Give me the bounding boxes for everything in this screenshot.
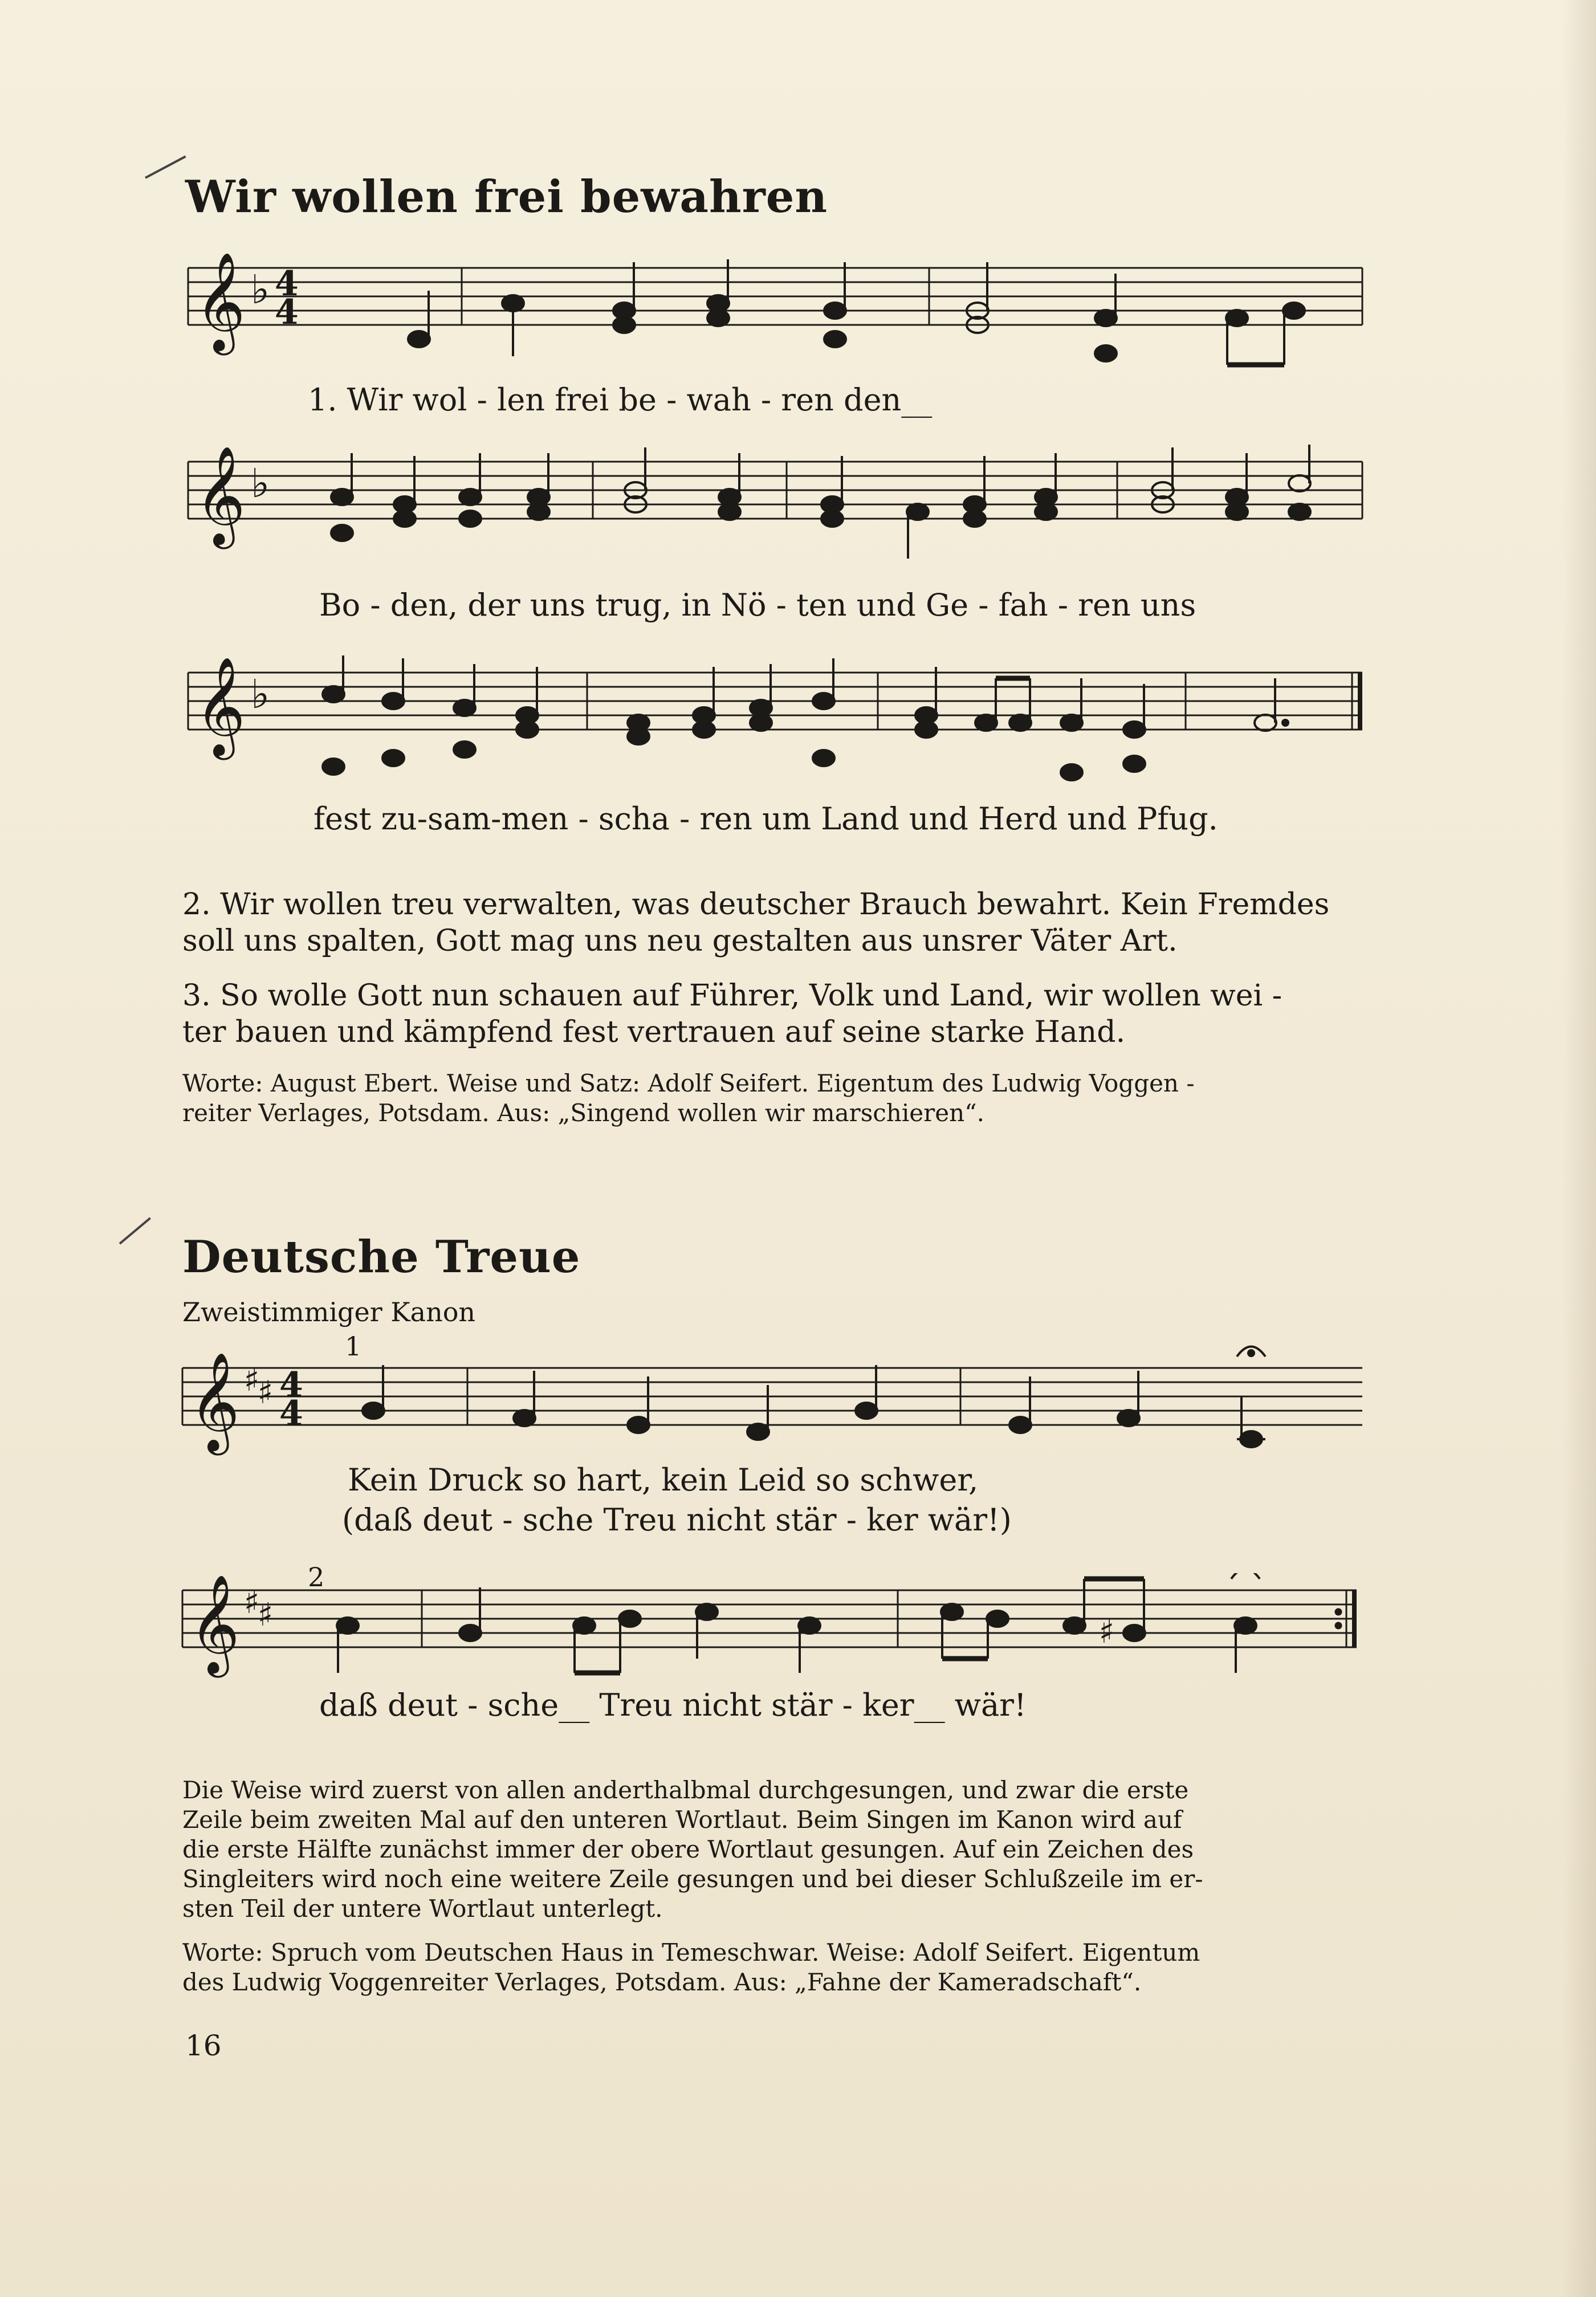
note-line: Zeile beim zweiten Mal auf den unteren Wortlaut. Beim Singen im Kanon wird auf	[182, 1806, 1182, 1834]
credits-line: Worte: Spruch vom Deutschen Haus in Temeschwar. Weise: Adolf Seifert. Eigentum	[182, 1938, 1200, 1966]
verse-line: 3. So wolle Gott nun schauen auf Führer, Volk und Land, wir wollen wei -	[182, 979, 1282, 1013]
song-title: Deutsche Treue	[182, 1231, 581, 1283]
credits-line: des Ludwig Voggenreiter Verlages, Potsdam. Aus: „Fahne der Kameradschaft“.	[182, 1968, 1142, 1996]
canon-entry-mark: 2	[308, 1562, 325, 1593]
svg-text:♭: ♭	[251, 266, 270, 313]
lyrics-line: Bo - den, der uns trug, in Nö - ten und Ge - fah - ren uns	[319, 587, 1196, 623]
svg-text:♯: ♯	[244, 1362, 260, 1399]
music-staff	[182, 655, 1368, 798]
svg-text:♭: ♭	[251, 671, 270, 718]
lyrics-line: 1. Wir wol - len frei be - wah - ren den__	[308, 382, 933, 418]
svg-text:𝄞: 𝄞	[195, 252, 246, 351]
credits-line: reiter Verlages, Potsdam. Aus: „Singend wollen wir marschieren“.	[182, 1099, 984, 1127]
pencil-mark	[145, 156, 186, 179]
svg-text:♯: ♯	[244, 1584, 260, 1621]
svg-text:4: 4	[279, 1365, 303, 1405]
performance-note	[182, 1775, 1465, 1924]
credits	[182, 1938, 1465, 1997]
music-staff	[182, 445, 1368, 587]
svg-text:4: 4	[275, 292, 299, 332]
page-number: 16	[185, 2029, 222, 2062]
music-staff	[177, 1334, 1368, 1476]
svg-text:𝄞: 𝄞	[189, 1352, 240, 1451]
svg-text:4: 4	[275, 264, 299, 304]
svg-text:4: 4	[279, 1394, 303, 1433]
lyrics-line: daß deut - sche__ Treu nicht stär - ker__ wär!	[319, 1687, 1027, 1723]
note-line: sten Teil der untere Wortlaut unterlegt.	[182, 1895, 663, 1923]
song-title: Wir wollen frei bewahren	[185, 171, 828, 223]
verse-line: 2. Wir wollen treu verwalten, was deutscher Brauch bewahrt. Kein Fremdes	[182, 887, 1330, 922]
song-subtitle: Zweistimmiger Kanon	[182, 1297, 476, 1327]
svg-text:𝄞: 𝄞	[189, 1574, 240, 1673]
svg-text:♯: ♯	[1099, 1614, 1115, 1651]
canon-entry-mark: 1	[345, 1331, 362, 1362]
svg-text:♭: ♭	[251, 460, 270, 507]
verse-line: ter bauen und kämpfend fest vertrauen auf seine starke Hand.	[182, 1015, 1126, 1049]
verse-2	[182, 886, 1453, 959]
credits	[182, 1069, 1453, 1128]
lyrics-line: Kein Druck so hart, kein Leid so schwer,	[348, 1462, 979, 1498]
lyrics-line: (daß deut - sche Treu nicht stär - ker wär!)	[342, 1502, 1012, 1538]
verse-3	[182, 978, 1453, 1050]
music-staff	[182, 251, 1368, 393]
page-edge-shadow	[1562, 0, 1596, 2297]
note-line: Die Weise wird zuerst von allen anderthalbmal durchgesungen, und zwar die erste	[182, 1776, 1189, 1804]
note-line: die erste Hälfte zunächst immer der obere Wortlaut gesungen. Auf ein Zeichen des	[182, 1835, 1194, 1863]
pencil-mark	[119, 1217, 151, 1244]
lyrics-line: fest zu-sam-men - scha - ren um Land und Herd und Pfug.	[314, 801, 1218, 837]
svg-text:𝄞: 𝄞	[195, 446, 246, 545]
svg-text:♯: ♯	[258, 1597, 274, 1634]
svg-text:𝄞: 𝄞	[195, 657, 246, 756]
credits-line: Worte: August Ebert. Weise und Satz: Adolf Seifert. Eigentum des Ludwig Voggen -	[182, 1069, 1195, 1097]
verse-line: soll uns spalten, Gott mag uns neu gestalten aus unsrer Väter Art.	[182, 924, 1178, 958]
svg-text:♯: ♯	[258, 1374, 274, 1411]
note-line: Singleiters wird noch eine weitere Zeile gesungen und bei dieser Schlußzeile im er-	[182, 1865, 1203, 1893]
